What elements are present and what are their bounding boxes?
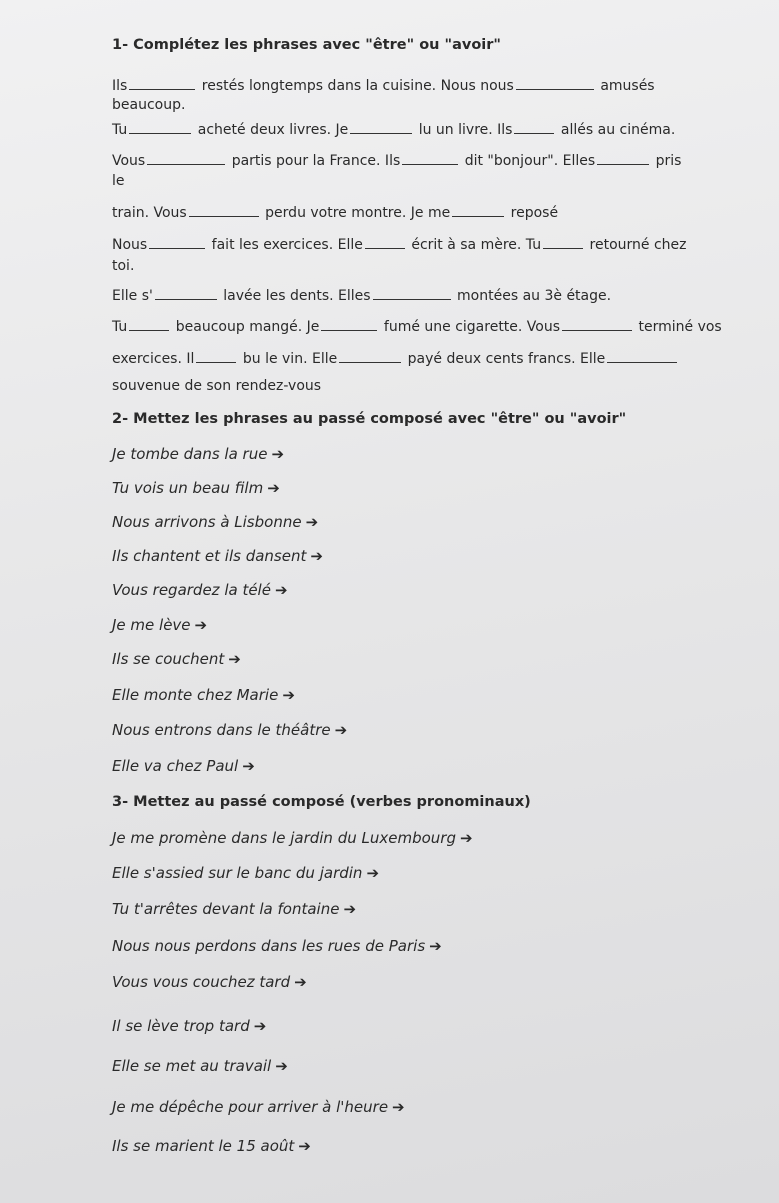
exercise1-line [112, 236, 687, 254]
exercise2-item [112, 547, 323, 565]
sentence-text: Vous vous couchez tard [112, 973, 291, 991]
exercise1-line [112, 204, 558, 222]
sentence-fragment: dit "bonjour". Elles [464, 153, 596, 169]
exercise3-item [112, 900, 356, 918]
answer-blank[interactable] [516, 77, 594, 90]
exercise1-line [112, 172, 125, 190]
answer-blank[interactable] [452, 204, 504, 217]
sentence-fragment: Vous [112, 153, 146, 169]
sentence-fragment: montées au 3è étage. [457, 288, 612, 304]
sentence-fragment: perdu votre montre. Je me [265, 205, 451, 221]
arrow-icon: ➔ [429, 937, 442, 955]
answer-blank[interactable] [607, 350, 677, 363]
sentence-fragment: payé deux cents francs. Elle [407, 351, 606, 367]
exercise2-item [112, 513, 318, 531]
sentence-fragment: le [112, 173, 125, 189]
sentence-text: Nous entrons dans le théâtre [112, 721, 331, 739]
exercise3-item [112, 1137, 311, 1155]
sentence-fragment: restés longtemps dans la cuisine. Nous nous [201, 78, 514, 94]
sentence-text: Elle va chez Paul [112, 757, 239, 775]
exercise1-line [112, 350, 679, 368]
sentence-text: Je me dépêche pour arriver à l'heure [112, 1098, 389, 1116]
arrow-icon: ➔ [459, 829, 473, 847]
sentence-text: Il se lève trop tard [112, 1017, 250, 1035]
sentence-text: Elle monte chez Marie [112, 686, 279, 704]
answer-blank[interactable] [339, 350, 401, 363]
exercise1-line [112, 77, 655, 95]
sentence-fragment: fumé une cigarette. Vous [383, 319, 561, 335]
exercise2-item [112, 686, 295, 704]
exercise3-item [112, 1057, 288, 1075]
sentence-text: Nous arrivons à Lisbonne [112, 513, 302, 531]
exercise1-line [112, 152, 681, 170]
sentence-fragment: souvenue de son rendez-vous [112, 378, 322, 394]
exercise3-item [112, 973, 307, 991]
arrow-icon: ➔ [343, 900, 357, 918]
answer-blank[interactable] [597, 152, 649, 165]
arrow-icon: ➔ [282, 686, 295, 704]
sentence-fragment: Tu [112, 122, 128, 138]
answer-blank[interactable] [189, 204, 259, 217]
sentence-fragment: beaucoup. [112, 97, 186, 113]
arrow-icon: ➔ [274, 581, 288, 599]
sentence-fragment: Nous [112, 237, 148, 253]
answer-blank[interactable] [321, 318, 377, 331]
arrow-icon: ➔ [242, 757, 255, 775]
arrow-icon: ➔ [194, 616, 208, 634]
exercise1-line [112, 121, 675, 139]
sentence-text: Elle s'assied sur le banc du jardin [112, 864, 363, 882]
sentence-fragment: allés au cinéma. [560, 122, 676, 138]
sentence-text: Ils se marient le 15 août [112, 1137, 295, 1155]
section2-title: 2- Mettez les phrases au passé composé avec "être" ou "avoir" [112, 411, 627, 427]
sentence-fragment: exercices. Il [112, 351, 195, 367]
sentence-fragment: partis pour la France. Ils [231, 153, 401, 169]
exercise3-item [112, 864, 379, 882]
sentence-text: Vous regardez la télé [112, 581, 271, 599]
arrow-icon: ➔ [228, 650, 241, 668]
answer-blank[interactable] [402, 152, 458, 165]
arrow-icon: ➔ [310, 547, 323, 565]
arrow-icon: ➔ [271, 445, 285, 463]
arrow-icon: ➔ [298, 1137, 311, 1155]
exercise3-item [112, 1017, 266, 1035]
sentence-fragment: écrit à sa mère. Tu [411, 237, 542, 253]
sentence-fragment: toi. [112, 258, 135, 274]
sentence-fragment: fait les exercices. Elle [211, 237, 363, 253]
exercise3-item [112, 1098, 405, 1116]
sentence-fragment: retourné chez [589, 237, 687, 253]
arrow-icon: ➔ [366, 864, 380, 882]
arrow-icon: ➔ [275, 1057, 288, 1075]
answer-blank[interactable] [149, 236, 205, 249]
sentence-fragment: train. Vous [112, 205, 187, 221]
exercise2-item [112, 616, 207, 634]
exercise2-item [112, 757, 255, 775]
answer-blank[interactable] [373, 287, 451, 300]
answer-blank[interactable] [562, 318, 632, 331]
answer-blank[interactable] [129, 77, 195, 90]
sentence-fragment: Tu [112, 319, 128, 335]
exercise2-item [112, 650, 241, 668]
sentence-fragment: lavée les dents. Elles [223, 288, 371, 304]
answer-blank[interactable] [129, 318, 169, 331]
sentence-fragment: pris [655, 153, 682, 169]
section3-title: 3- Mettez au passé composé (verbes pronominaux) [112, 794, 531, 810]
sentence-text: Tu t'arrêtes devant la fontaine [112, 900, 340, 918]
answer-blank[interactable] [155, 287, 217, 300]
sentence-text: Ils se couchent [112, 650, 225, 668]
exercise2-item [112, 479, 280, 497]
arrow-icon: ➔ [305, 513, 319, 531]
arrow-icon: ➔ [267, 479, 280, 497]
sentence-text: Je me promène dans le jardin du Luxembourg [112, 829, 456, 847]
sentence-text: Nous nous perdons dans les rues de Paris [112, 937, 426, 955]
sentence-fragment: terminé vos [638, 319, 722, 335]
exercise1-line [112, 287, 611, 305]
arrow-icon: ➔ [253, 1017, 267, 1035]
exercise3-item [112, 829, 473, 847]
sentence-fragment: bu le vin. Elle [242, 351, 338, 367]
exercise1-line [112, 318, 722, 336]
exercise2-item [112, 721, 347, 739]
sentence-text: Ils chantent et ils dansent [112, 547, 307, 565]
answer-blank[interactable] [514, 121, 554, 134]
exercise2-item [112, 581, 288, 599]
exercise1-line [112, 96, 185, 114]
sentence-fragment: reposé [510, 205, 559, 221]
sentence-fragment: acheté deux livres. Je [197, 122, 349, 138]
exercise3-item [112, 937, 442, 955]
sentence-fragment: lu un livre. Ils [418, 122, 513, 138]
answer-blank[interactable] [543, 236, 583, 249]
answer-blank[interactable] [196, 350, 236, 363]
arrow-icon: ➔ [334, 721, 348, 739]
answer-blank[interactable] [129, 121, 191, 134]
sentence-fragment: Ils [112, 78, 128, 94]
sentence-fragment: Elle s' [112, 288, 153, 304]
answer-blank[interactable] [350, 121, 412, 134]
sentence-text: Elle se met au travail [112, 1057, 272, 1075]
sentence-fragment: beaucoup mangé. Je [175, 319, 320, 335]
answer-blank[interactable] [365, 236, 405, 249]
arrow-icon: ➔ [392, 1098, 405, 1116]
sentence-text: Je me lève [112, 616, 191, 634]
answer-blank[interactable] [147, 152, 225, 165]
exercise1-line [112, 377, 321, 395]
sentence-text: Je tombe dans la rue [112, 445, 268, 463]
sentence-text: Tu vois un beau film [112, 479, 264, 497]
arrow-icon: ➔ [294, 973, 307, 991]
section1-title: 1- Complétez les phrases avec "être" ou "avoir" [112, 37, 501, 53]
exercise2-item [112, 445, 284, 463]
sentence-fragment: amusés [600, 78, 655, 94]
exercise1-line [112, 257, 134, 275]
